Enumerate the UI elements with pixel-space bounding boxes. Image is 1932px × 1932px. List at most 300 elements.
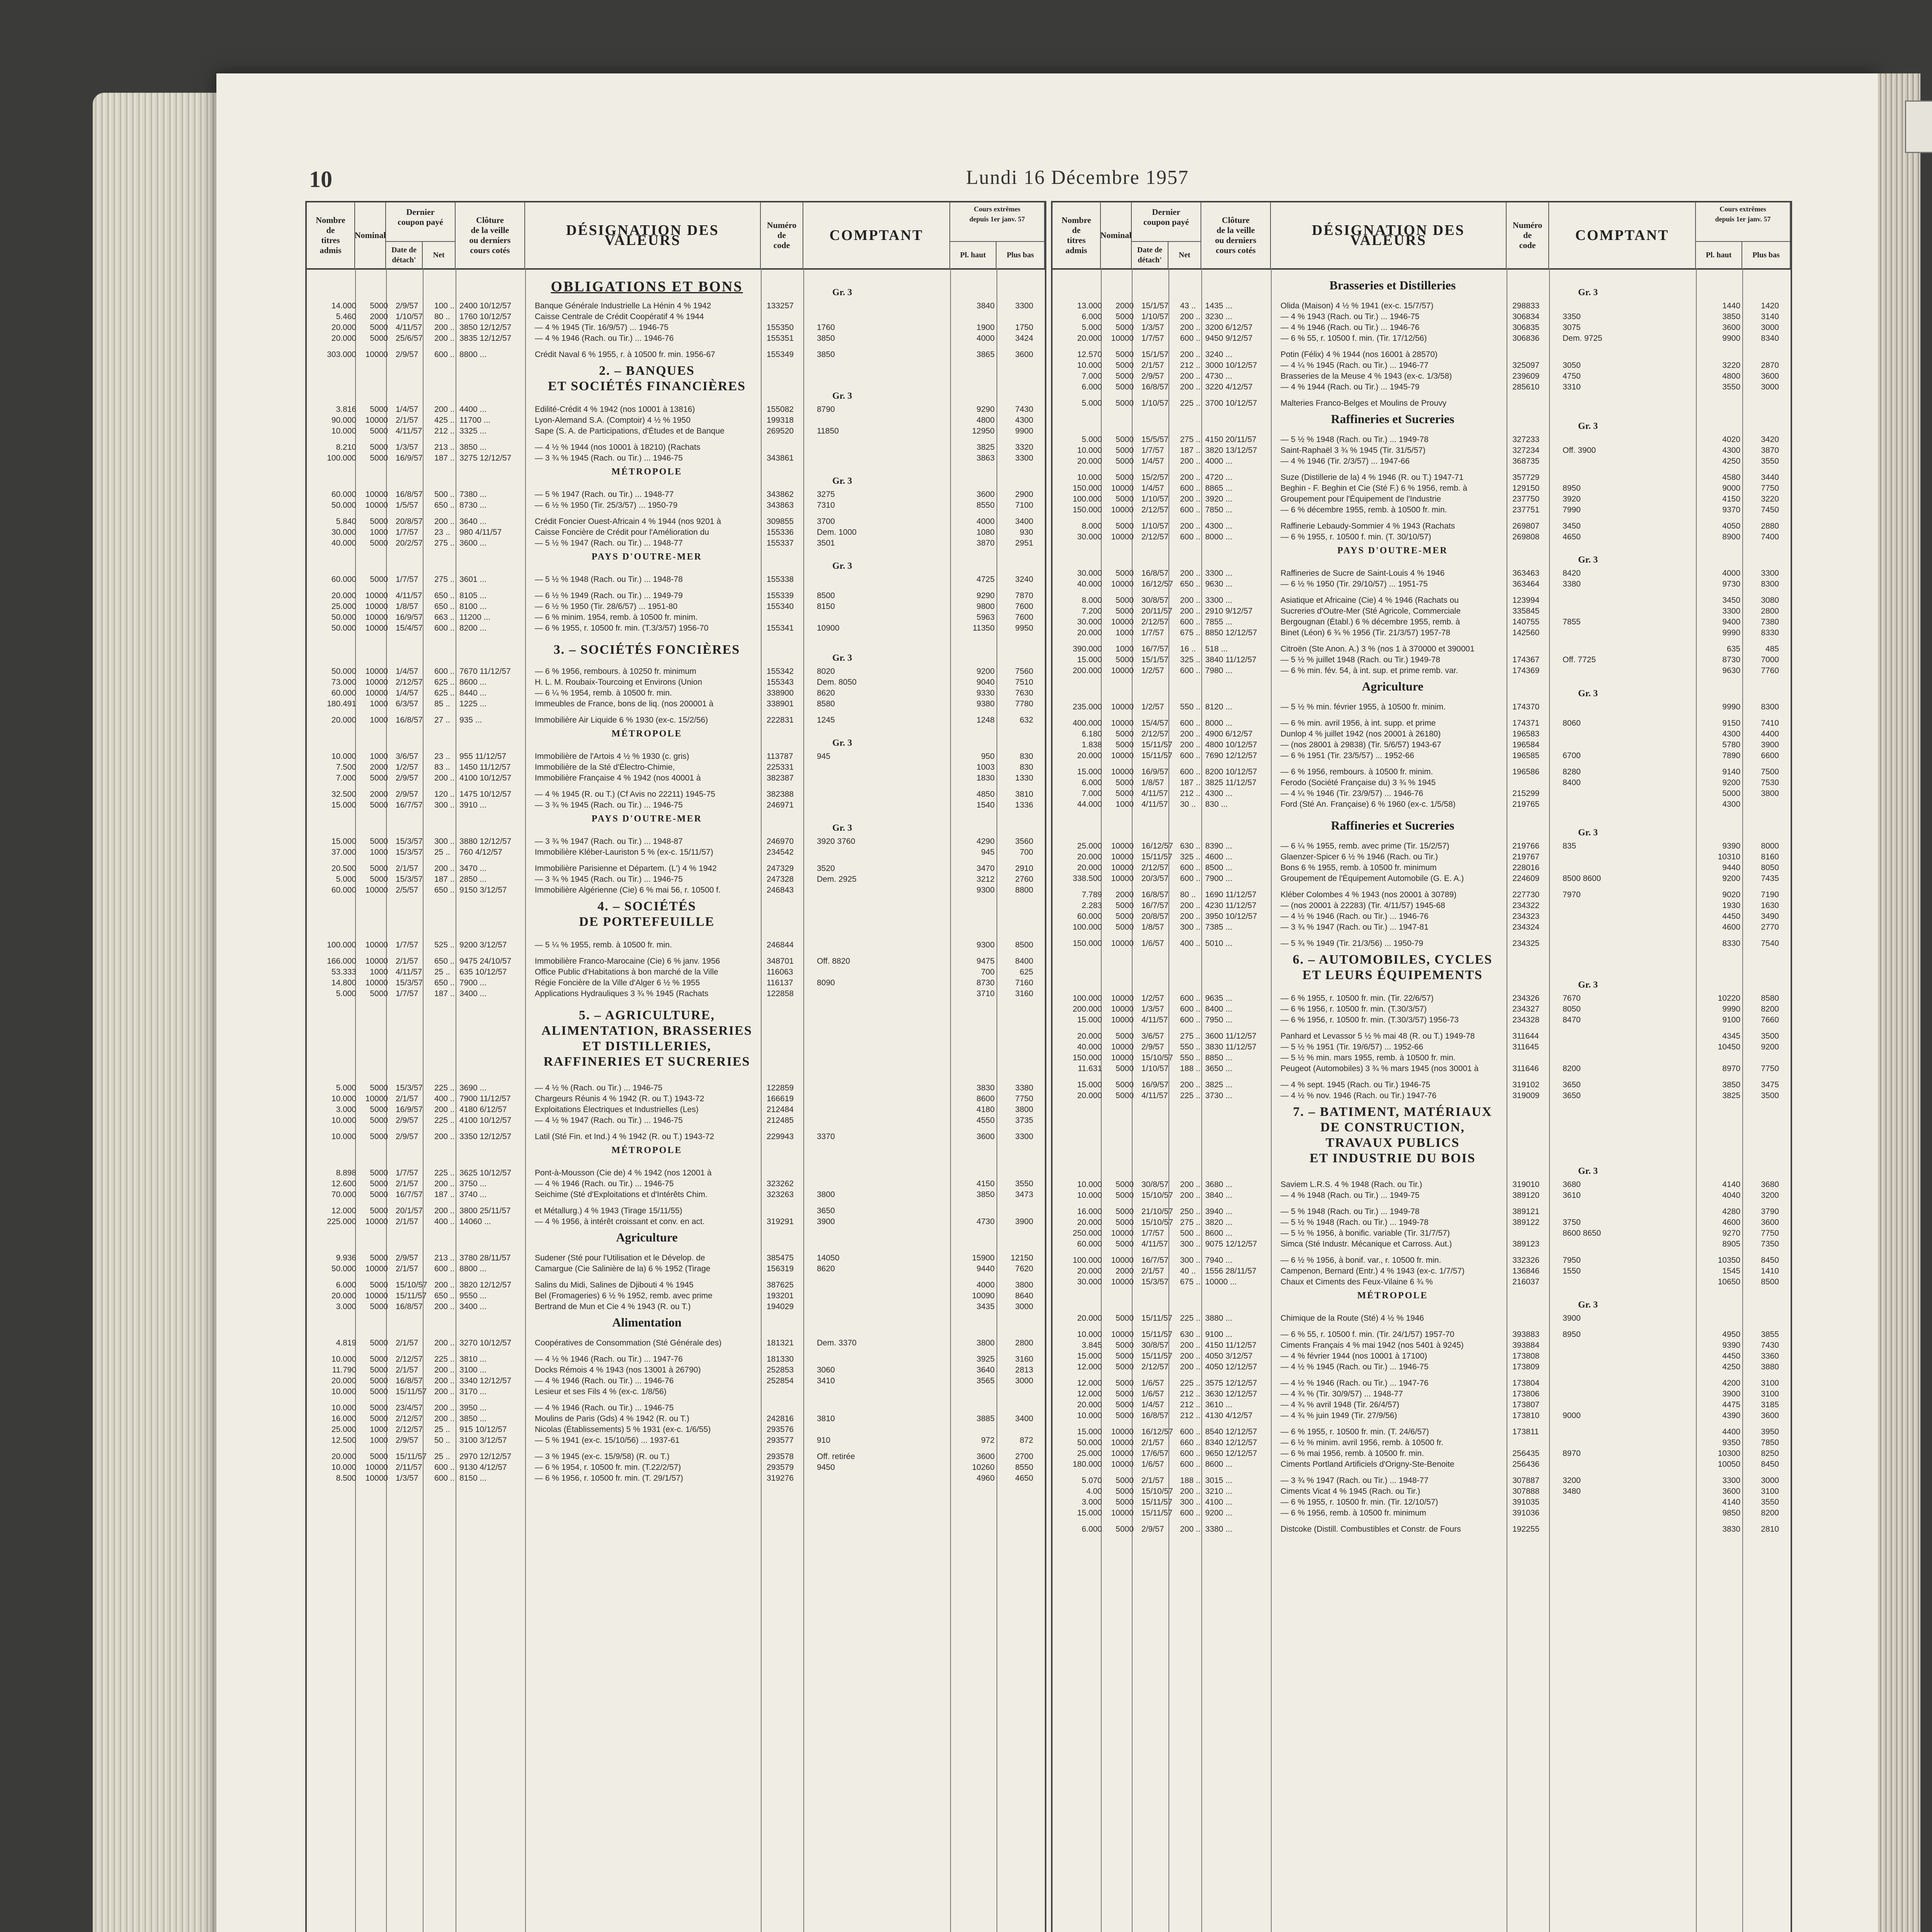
numero-code: 155082 xyxy=(767,405,794,414)
nominal: 5000 xyxy=(1116,1240,1134,1248)
plus-haut: 950 xyxy=(981,752,995,761)
numero-code: 155340 xyxy=(767,602,794,611)
table-row xyxy=(307,490,1045,499)
plus-bas: 3000 xyxy=(1761,383,1779,391)
numero-code: 156319 xyxy=(767,1264,794,1273)
cloture: 3325 ... xyxy=(459,427,487,435)
plus-bas: 3880 xyxy=(1761,1362,1779,1371)
date-detachement: 15/4/57 xyxy=(396,624,423,633)
table-row xyxy=(1053,495,1791,504)
section-heading: 7. – BATIMENT, MATÉRIAUX DE CONSTRUCTION, TRAVAUX PUBLICS ET INDUSTRIE DU BOIS xyxy=(1293,1105,1492,1165)
plus-haut: 4020 xyxy=(1722,435,1740,444)
titres-admis: 3.000 xyxy=(336,1105,356,1114)
section-heading: MÉTROPOLE xyxy=(1357,1291,1428,1301)
date-detachement: 1/7/57 xyxy=(1141,446,1164,455)
titres-admis: 20.000 xyxy=(331,334,356,343)
designation: — 6 % décembre 1955, remb. à 10500 fr. min. xyxy=(1281,505,1447,514)
plus-bas: 4400 xyxy=(1761,730,1779,738)
plus-bas: 3500 xyxy=(1761,1091,1779,1100)
titres-admis: 30.000 xyxy=(1077,532,1102,541)
coupon-net: 600 .. xyxy=(434,624,455,633)
numero-code: 269520 xyxy=(767,427,794,435)
table-row xyxy=(307,501,1045,510)
plus-haut: 3863 xyxy=(976,454,995,463)
designation: — 4 % 1946 (Rach. ou Tir.) ... 1946-76 xyxy=(535,334,674,343)
cloture: 11700 ... xyxy=(459,416,491,425)
cloture: 5010 ... xyxy=(1205,939,1233,948)
table-row xyxy=(1053,874,1791,883)
table-row xyxy=(1053,789,1791,798)
table-row xyxy=(1053,702,1791,712)
plus-bas: 3810 xyxy=(1015,790,1033,799)
cloture: 1435 ... xyxy=(1205,301,1233,310)
nominal: 10000 xyxy=(1111,1449,1134,1458)
date-detachement: 1/8/57 xyxy=(1141,923,1164,932)
date-detachement: 1/7/57 xyxy=(396,1168,418,1177)
nominal: 1000 xyxy=(370,1425,388,1434)
comptant: 7310 xyxy=(817,501,835,510)
plus-bas: 3360 xyxy=(1761,1352,1779,1361)
cloture: 8800 ... xyxy=(459,350,487,359)
titres-admis: 50.000 xyxy=(331,613,356,622)
table-row xyxy=(307,940,1045,950)
table-row xyxy=(1053,767,1791,777)
coupon-net: 187 .. xyxy=(434,1190,455,1199)
comptant: 7970 xyxy=(1563,890,1581,899)
table-row xyxy=(307,1083,1045,1093)
table-row xyxy=(1053,484,1791,493)
designation: — 5 ½ % juillet 1948 (Rach. ou Tir.) 1949-78 xyxy=(1281,655,1440,664)
nominal: 2000 xyxy=(370,312,388,321)
nominal: 10000 xyxy=(1111,767,1134,776)
cloture: 8340 12/12/57 xyxy=(1205,1438,1257,1447)
comptant: 3501 xyxy=(817,539,835,548)
titres-admis: 10.000 xyxy=(1077,361,1102,370)
comptant: 8620 xyxy=(817,1264,835,1273)
designation: — 4 ¼ % 1945 (Rach. ou Tir.) ... 1946-77 xyxy=(1281,361,1429,370)
coupon-net: 550 .. xyxy=(1180,702,1201,711)
designation: Salins du Midi, Salines de Djibouti 4 % 1945 xyxy=(535,1281,694,1289)
cloture: 915 10/12/57 xyxy=(459,1425,507,1434)
nominal: 5000 xyxy=(370,1387,388,1396)
numero-code: 298833 xyxy=(1512,301,1540,310)
nominal: 10000 xyxy=(365,678,388,687)
designation: — 6 % 1955, r. 10500 fr. min. (T.3/3/57) 1956-70 xyxy=(535,624,709,633)
plus-bas: 8300 xyxy=(1761,702,1779,711)
cloture: 3740 ... xyxy=(459,1190,487,1199)
numero-code: 173809 xyxy=(1512,1362,1540,1371)
titres-admis: 5.000 xyxy=(1082,435,1102,444)
plus-haut: 3220 xyxy=(1722,361,1740,370)
numero-code: 327234 xyxy=(1512,446,1540,455)
plus-bas: 7630 xyxy=(1015,689,1033,697)
titres-admis: 166.000 xyxy=(327,957,356,966)
cloture: 3575 12/12/57 xyxy=(1205,1379,1257,1388)
table-row xyxy=(1053,1091,1791,1100)
table-row xyxy=(307,763,1045,772)
section-heading: Raffineries et Sucreries xyxy=(1331,818,1454,832)
titres-admis: 20.000 xyxy=(1077,1400,1102,1409)
plus-haut: 3825 xyxy=(976,443,995,452)
coupon-net: 225 .. xyxy=(434,1168,455,1177)
coupon-net: 600 .. xyxy=(1180,532,1201,541)
date-detachement: 1/3/57 xyxy=(396,1474,418,1483)
coupon-net: 275 .. xyxy=(434,575,455,584)
numero-code: 391036 xyxy=(1512,1509,1540,1517)
comptant: 3750 xyxy=(1563,1218,1581,1227)
plus-haut: 9400 xyxy=(1722,617,1740,626)
comptant: 3850 xyxy=(817,334,835,343)
nominal: 10000 xyxy=(365,624,388,633)
coupon-net: 525 .. xyxy=(434,940,455,949)
plus-bas: 8050 xyxy=(1761,863,1779,872)
designation: — 6 % 1955, r. 10500 fr. min. (Tir. 22/6/57) xyxy=(1281,994,1434,1003)
coupon-net: 400 .. xyxy=(434,1094,455,1103)
date-detachement: 2/9/57 xyxy=(396,301,418,310)
date-detachement: 2/1/57 xyxy=(396,416,418,425)
numero-code: 389121 xyxy=(1512,1207,1540,1216)
coupon-net: 300 .. xyxy=(1180,1256,1201,1265)
date-detachement: 2/12/57 xyxy=(1141,863,1169,872)
designation: Office Public d'Habitations à bon marché de la Ville xyxy=(535,968,718,976)
plus-haut: 8970 xyxy=(1722,1064,1740,1073)
coupon-net: 200 .. xyxy=(434,1387,455,1396)
plus-bas: 7780 xyxy=(1015,699,1033,708)
plus-bas: 7430 xyxy=(1761,1341,1779,1350)
nominal: 5000 xyxy=(1116,1525,1134,1534)
table-row xyxy=(1053,569,1791,578)
plus-bas: 3490 xyxy=(1761,912,1779,921)
cloture: 8440 ... xyxy=(459,689,487,697)
table-row xyxy=(1053,730,1791,739)
nominal: 10000 xyxy=(1111,1015,1134,1024)
designation: — 4 ½ % 1946 (Rach. ou Tir.) ... 1947-76 xyxy=(1281,1379,1429,1388)
plus-haut: 9370 xyxy=(1722,505,1740,514)
numero-code: 357729 xyxy=(1512,473,1540,482)
date-detachement: 1/7/57 xyxy=(396,940,418,949)
coupon-net: 200 .. xyxy=(1180,323,1201,332)
coupon-net: 200 .. xyxy=(434,334,455,343)
date-detachement: 16/8/57 xyxy=(1141,1411,1169,1420)
cloture: 3840 11/12/57 xyxy=(1205,655,1257,664)
cloture: 8200 ... xyxy=(459,624,487,633)
coupon-net: 600 .. xyxy=(1180,1509,1201,1517)
table-row xyxy=(307,1168,1045,1178)
plus-bas: 3600 xyxy=(1015,350,1033,359)
date-detachement: 1/6/57 xyxy=(1141,939,1164,948)
table-row xyxy=(1053,1509,1791,1518)
comptant: 3410 xyxy=(817,1376,835,1385)
plus-bas: 3680 xyxy=(1761,1180,1779,1189)
titres-admis: 16.000 xyxy=(1077,1207,1102,1216)
titres-admis: 150.000 xyxy=(1073,505,1102,514)
nominal: 5000 xyxy=(370,575,388,584)
titres-admis: 150.000 xyxy=(1073,939,1102,948)
nominal: 1000 xyxy=(370,1436,388,1445)
designation: Immobilière Air Liquide 6 % 1930 (ex-c. 15/2/56) xyxy=(535,716,708,724)
titres-admis: 50.000 xyxy=(1077,1438,1102,1447)
comptant: 7990 xyxy=(1563,505,1581,514)
plus-haut: 3830 xyxy=(1722,1525,1740,1534)
numero-code: 343862 xyxy=(767,490,794,499)
group-label: Gr. 3 xyxy=(1578,980,1598,990)
nominal: 5000 xyxy=(370,427,388,435)
nominal: 10000 xyxy=(1111,939,1134,948)
designation: Immobilière Kléber-Lauriston 5 % (ex-c. 15/11/57) xyxy=(535,848,713,857)
designation: Ciments Portland Artificiels d'Origny-Ste-Benoite xyxy=(1281,1460,1454,1469)
table-row xyxy=(307,1474,1045,1483)
numero-code: 129150 xyxy=(1512,484,1540,493)
plus-haut: 5000 xyxy=(1722,789,1740,798)
numero-code: 391035 xyxy=(1512,1498,1540,1507)
titres-admis: 6.180 xyxy=(1082,730,1102,738)
cloture: 4050 3/12/57 xyxy=(1205,1352,1253,1361)
designation: Potin (Félix) 4 % 1944 (nos 16001 à 28570) xyxy=(1281,350,1438,359)
coupon-net: 200 .. xyxy=(434,323,455,332)
plus-bas: 7350 xyxy=(1761,1240,1779,1248)
designation: — 3 ¾ % 1945 (Rach. ou Tir.) ... 1946-75 xyxy=(535,454,683,463)
plus-bas: 3560 xyxy=(1015,837,1033,846)
cloture: 3780 28/11/57 xyxy=(459,1253,511,1262)
date-detachement: 1/10/57 xyxy=(1141,399,1169,408)
header-cours-extremes: Cours extrêmes depuis 1er janv. 57 xyxy=(950,202,1045,268)
designation: Banque Générale Industrielle La Hénin 4 % 1942 xyxy=(535,301,711,310)
designation: — 6 % 55, r. 10500 f. min. (Tir. 17/12/56) xyxy=(1281,334,1427,343)
nominal: 10000 xyxy=(1111,580,1134,588)
coupon-net: 275 .. xyxy=(1180,1032,1201,1041)
cloture: 3800 25/11/57 xyxy=(459,1206,511,1215)
titres-admis: 20.500 xyxy=(331,864,356,873)
designation: Bons 6 % 1955, remb. à 10500 fr. minimum xyxy=(1281,863,1437,872)
numero-code: 389120 xyxy=(1512,1191,1540,1200)
designation: Campenon, Bernard (Entr.) 4 % 1943 (ex-c. 1/7/57) xyxy=(1281,1267,1465,1276)
date-detachement: 2/1/57 xyxy=(396,1366,418,1374)
date-detachement: 16/9/57 xyxy=(1141,767,1169,776)
coupon-net: 550 .. xyxy=(1180,1043,1201,1051)
nominal: 10000 xyxy=(1111,751,1134,760)
date-detachement: 4/11/57 xyxy=(396,323,422,332)
plus-bas: 2800 xyxy=(1761,607,1779,616)
plus-haut: 9150 xyxy=(1722,719,1740,728)
coupon-net: 600 .. xyxy=(1180,1427,1201,1436)
numero-code: 237750 xyxy=(1512,495,1540,503)
cloture: 9635 ... xyxy=(1205,994,1233,1003)
plus-bas: 3473 xyxy=(1015,1190,1033,1199)
nominal: 5000 xyxy=(1116,435,1134,444)
plus-haut: 700 xyxy=(981,968,995,976)
date-detachement: 20/8/57 xyxy=(396,517,423,526)
table-row xyxy=(1053,863,1791,872)
numero-code: 113787 xyxy=(767,752,793,761)
header-pl-haut: Pl. haut xyxy=(950,241,997,268)
coupon-net: 200 .. xyxy=(1180,1362,1201,1371)
date-detachement: 2/9/57 xyxy=(396,1132,418,1141)
designation: — 6 ¼ % 1955, remb. avec prime (Tir. 15/2/57) xyxy=(1281,842,1449,850)
plus-haut: 4450 xyxy=(1722,912,1740,921)
table-row xyxy=(307,864,1045,873)
table-row xyxy=(307,454,1045,463)
coupon-net: 200 .. xyxy=(1180,312,1201,321)
table-header xyxy=(1053,202,1791,270)
comptant: 3650 xyxy=(1563,1091,1581,1100)
coupon-net: 225 .. xyxy=(434,1083,455,1092)
designation: Citroën (Ste Anon. A.) 3 % (nos 1 à 370000 et 390001 xyxy=(1281,645,1475,653)
coupon-net: 200 .. xyxy=(1180,1191,1201,1200)
plus-bas: 2700 xyxy=(1015,1452,1033,1461)
numero-code: 219766 xyxy=(1512,842,1540,850)
date-detachement: 15/1/57 xyxy=(1141,301,1169,310)
plus-bas: 2810 xyxy=(1761,1525,1779,1534)
plus-bas: 3300 xyxy=(1761,569,1779,578)
date-detachement: 1/2/57 xyxy=(1141,702,1164,711)
designation: Caisse Foncière de Crédit pour l'Amélioration du xyxy=(535,528,709,537)
date-detachement: 1/4/57 xyxy=(1141,1400,1164,1409)
nominal: 10000 xyxy=(365,940,388,949)
table-row xyxy=(1053,842,1791,851)
plus-bas: 8800 xyxy=(1015,886,1033,895)
comptant: 3480 xyxy=(1563,1487,1581,1496)
nominal: 5000 xyxy=(1116,1498,1134,1507)
comptant: 8060 xyxy=(1563,719,1581,728)
plus-bas: 7750 xyxy=(1761,1229,1779,1238)
numero-code: 155342 xyxy=(767,667,794,676)
table-row xyxy=(307,591,1045,600)
designation: — 3 ¾ % 1947 (Rach. ou Tir.) ... 1947-81 xyxy=(1281,923,1429,932)
group-label: Gr. 3 xyxy=(1578,1300,1598,1310)
designation: — 4 % 1945 (R. ou T.) (Cf Avis no 22211) 1945-75 xyxy=(535,790,715,799)
comptant: 8950 xyxy=(1563,484,1581,493)
comptant: 3380 xyxy=(1563,580,1581,588)
cloture: 8600 ... xyxy=(1205,1229,1233,1238)
nominal: 10000 xyxy=(365,490,388,499)
table-row xyxy=(1053,1460,1791,1469)
plus-haut: 1440 xyxy=(1722,301,1740,310)
plus-haut: 8550 xyxy=(976,501,995,510)
plus-haut: 9990 xyxy=(1722,628,1740,637)
date-detachement: 2/1/57 xyxy=(396,1217,418,1226)
cloture: 9475 24/10/57 xyxy=(459,957,512,966)
date-detachement: 15/1/57 xyxy=(1141,350,1169,359)
comptant: 3610 xyxy=(1563,1191,1581,1200)
table-row xyxy=(307,575,1045,584)
plus-bas: 3420 xyxy=(1761,435,1779,444)
plus-haut: 9020 xyxy=(1722,890,1740,899)
designation: — 4 % 1944 (Rach. ou Tir.) ... 1945-79 xyxy=(1281,383,1420,391)
cloture: 3750 ... xyxy=(459,1179,487,1188)
plus-bas: 8200 xyxy=(1761,1509,1779,1517)
titres-admis: 3.000 xyxy=(336,1302,356,1311)
nominal: 10000 xyxy=(1111,1427,1134,1436)
date-detachement: 16/8/57 xyxy=(396,1376,423,1385)
comptant: 8600 8650 xyxy=(1563,1229,1601,1238)
titres-admis: 30.000 xyxy=(1077,1277,1102,1286)
date-detachement: 1/7/57 xyxy=(396,528,418,537)
numero-code: 174369 xyxy=(1512,666,1540,675)
cloture: 2970 12/12/57 xyxy=(459,1452,512,1461)
table-row xyxy=(1053,1314,1791,1323)
date-detachement: 15/11/57 xyxy=(396,1452,427,1461)
coupon-net: 625 .. xyxy=(434,689,455,697)
numero-code: 269807 xyxy=(1512,522,1540,531)
titres-admis: 6.000 xyxy=(1082,383,1102,391)
nominal: 2000 xyxy=(1116,1267,1134,1276)
group-label: Gr. 3 xyxy=(1578,421,1598,431)
table-row xyxy=(307,416,1045,425)
cloture: 7950 ... xyxy=(1205,1015,1233,1024)
plus-haut: 10450 xyxy=(1718,1043,1740,1051)
cloture: 7900 ... xyxy=(1205,874,1233,883)
date-detachement: 2/12/57 xyxy=(396,1355,423,1364)
cloture: 2910 9/12/57 xyxy=(1205,607,1253,616)
designation: Immobilière Algérienne (Cie) 6 % mai 56, r. 10500 f. xyxy=(535,886,721,895)
designation: Crédit Foncier Ouest-Africain 4 % 1944 (nos 9201 à xyxy=(535,517,721,526)
cloture: 3730 ... xyxy=(1205,1091,1233,1100)
table-row xyxy=(1053,1362,1791,1372)
plus-haut: 8730 xyxy=(976,978,995,987)
coupon-net: 250 .. xyxy=(1180,1207,1201,1216)
titres-admis: 44.000 xyxy=(1077,800,1102,809)
plus-bas: 830 xyxy=(1019,763,1033,772)
plus-bas: 8580 xyxy=(1761,994,1779,1003)
designation: Nicolas (Établissements) 5 % 1931 (ex-c. 1/6/55) xyxy=(535,1425,711,1434)
plus-bas: 1630 xyxy=(1761,901,1779,910)
numero-code: 285610 xyxy=(1512,383,1540,391)
plus-haut: 3600 xyxy=(976,1452,995,1461)
cloture: 3400 ... xyxy=(459,989,487,998)
table-header xyxy=(307,202,1045,270)
designation: Lesieur et ses Fils 4 % (ex-c. 1/8/56) xyxy=(535,1387,667,1396)
plus-haut: 5780 xyxy=(1722,740,1740,749)
table-row xyxy=(307,1105,1045,1114)
titres-admis: 200.000 xyxy=(1073,666,1102,675)
date-detachement: 16/12/57 xyxy=(1141,1427,1173,1436)
designation: Immobilière Française 4 % 1942 (nos 40001 à xyxy=(535,774,701,782)
header-pl-haut: Pl. haut xyxy=(1696,241,1742,268)
cloture: 8400 ... xyxy=(1205,1005,1233,1014)
designation: — 6 ½ % 1950 (Tir. 29/10/57) ... 1951-75 xyxy=(1281,580,1428,588)
date-detachement: 2/1/57 xyxy=(396,957,418,966)
coupon-net: 225 .. xyxy=(1180,399,1201,408)
titres-admis: 180.000 xyxy=(1073,1460,1102,1469)
titres-admis: 3.845 xyxy=(1082,1341,1102,1350)
plus-haut: 10090 xyxy=(972,1291,995,1300)
table-row xyxy=(1053,1180,1791,1189)
date-detachement: 2/12/57 xyxy=(1141,730,1169,738)
comptant: 8950 xyxy=(1563,1330,1581,1339)
cloture: 935 ... xyxy=(459,716,482,724)
date-detachement: 16/7/57 xyxy=(396,1190,423,1199)
coupon-net: 200 .. xyxy=(434,517,455,526)
designation: Chargeurs Réunis 4 % 1942 (R. ou T.) 1943-72 xyxy=(535,1094,704,1103)
nominal: 5000 xyxy=(1116,1341,1134,1350)
table-row xyxy=(1053,719,1791,728)
table-row xyxy=(307,1403,1045,1413)
numero-code: 306836 xyxy=(1512,334,1540,343)
plus-haut: 4140 xyxy=(1722,1180,1740,1189)
plus-haut: 4345 xyxy=(1722,1032,1740,1041)
coupon-net: 500 .. xyxy=(1180,1229,1201,1238)
cloture: 9130 4/12/57 xyxy=(459,1463,507,1472)
cloture: 1690 11/12/57 xyxy=(1205,890,1257,899)
plus-bas: 7530 xyxy=(1761,778,1779,787)
nominal: 10000 xyxy=(365,591,388,600)
plus-haut: 4450 xyxy=(1722,1352,1740,1361)
table-row xyxy=(1053,1352,1791,1361)
date-detachement: 2/1/57 xyxy=(396,864,418,873)
date-detachement: 21/10/57 xyxy=(1141,1207,1173,1216)
titres-admis: 25.000 xyxy=(331,1425,356,1434)
designation: Saint-Raphaël 3 ¾ % 1945 (Tir. 31/5/57) xyxy=(1281,446,1426,455)
